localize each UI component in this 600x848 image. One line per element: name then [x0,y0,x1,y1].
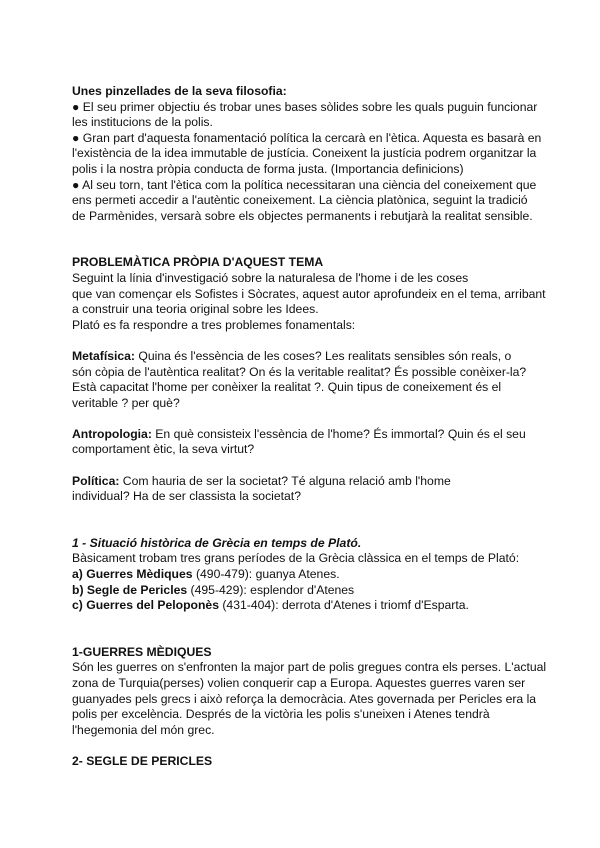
filosofia-heading: Unes pinzellades de la seva filosofia: [72,84,287,98]
filosofia-line: de Parmènides, versarà sobre els objectes permanents i rebutjarà la realitat sensible. [72,208,533,223]
filosofia-line: l'existència de la idea immutable de justícia. Coneixent la justícia podrem organitzar la [72,146,537,161]
period-item [72,598,542,614]
guerres-section [72,644,547,739]
metafisica-text: veritable ? per què? [72,395,180,410]
filosofia-line: ● Al seu torn, tant l'ètica com la política necessitaran una ciència del coneixement que [72,177,537,192]
filosofia-line: ● Gran part d'aquesta fonamentació política la cercarà en l'ètica. Aquesta es basarà en [72,130,542,145]
filosofia-line: les institucions de la polis. [72,115,213,130]
period-item [72,567,542,583]
situacio-heading: 1 - Situació històrica de Grècia en temps de Plató. [72,535,362,550]
guerres-line: polis per excelència. Després de la victòria les polis s'uneixen i Atenes tendrà [72,707,490,722]
guerres-line: l'hegemonia del món grec. [72,722,215,737]
period-label: b) Segle de Pericles [72,582,188,597]
metafisica-block [72,349,542,411]
metafisica-text: Quina és l'essència de les coses? Les realitats sensibles són reals, o [135,348,512,363]
guerres-line: guanyades pels grecs i això reforça la democràcia. Ates governada per Pericles era la [72,691,537,706]
antropologia-text: En què consisteix l'essència de l'home? És immortal? Quin és el seu [151,426,526,441]
antropologia-label: Antropologia: [72,426,152,441]
problematica-line: a construir una teoria original sobre les Idees. [72,302,319,317]
guerres-line: zona de Turquia(perses) volien conquerir cap a Europa. Aquestes guerres varen ser [72,676,526,690]
metafisica-text: són còpia de l'autèntica realitat? On és la veritable realitat? És possible conèixer-la? [72,364,527,379]
period-label: a) Guerres Mèdiques [72,567,193,582]
period-text: (490-479): guanya Atenes. [192,567,340,582]
filosofia-section [72,84,542,224]
politica-block [72,474,542,505]
filosofia-line: ens permeti accedir a l'autèntic coneixement. La ciència platònica, seguint la tradició [72,193,528,208]
politica-text: Com hauria de ser la societat? Té alguna relació amb l'home [119,473,451,488]
segle-heading: 2- SEGLE DE PERICLES [72,753,213,768]
filosofia-line: polis i la nostra pròpia conducta de forma justa. (Importancia definicions) [72,161,464,176]
situacio-section [72,536,542,614]
filosofia-line: ● El seu primer objectiu és trobar unes bases sòlides sobre les quals puguin funcionar [72,99,538,114]
politica-text: individual? Ha de ser classista la societat? [72,489,301,504]
antropologia-block [72,427,542,458]
document-page [72,84,547,770]
problematica-line: que van començar els Sofistes i Sòcrates, aquest autor aprofundeix en el tema, arribant [72,286,546,301]
segle-section [72,754,542,770]
problematica-line: Plató es fa respondre a tres problemes fonamentals: [72,317,356,332]
metafisica-label: Metafísica: [72,348,135,363]
problematica-line: Seguint la línia d'investigació sobre la naturalesa de l'home i de les coses [72,270,469,285]
situacio-intro: Bàsicament trobam tres grans períodes de la Grècia clàssica en el temps de Plató: [72,551,520,566]
politica-label: Política: [72,473,120,488]
period-item [72,583,542,599]
period-text: (495-429): esplendor d'Atenes [187,582,355,597]
problematica-heading: PROBLEMÀTICA PRÒPIA D'AQUEST TEMA [72,255,324,270]
guerres-heading: 1-GUERRES MÈDIQUES [72,644,212,659]
period-label: c) Guerres del Peloponès [72,598,219,613]
problematica-section [72,255,546,505]
metafisica-text: Està capacitat l'home per conèixer la realitat ?. Quin tipus de coneixement és el [72,380,502,395]
guerres-line: Són les guerres on s'enfronten la major part de polis gregues contra els perses. L'actual [72,660,547,675]
period-text: (431-404): derrota d'Atenes i triomf d'Esparta. [218,598,469,613]
antropologia-text: comportament ètic, la seva virtut? [72,442,255,457]
